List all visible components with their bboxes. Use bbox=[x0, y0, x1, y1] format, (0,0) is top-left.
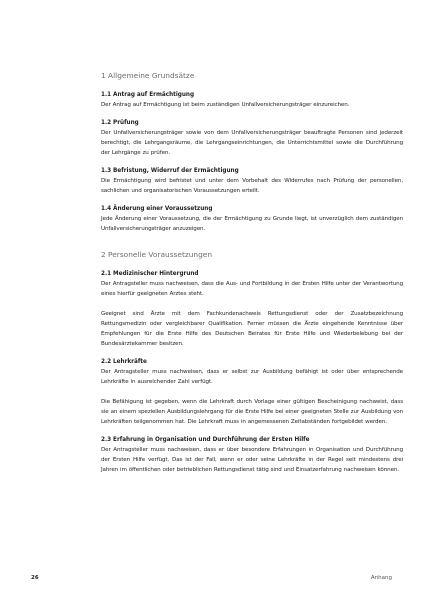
paragraph: Die Ermächtigung wird befristet und unter dem Vorbehalt des Widerrufes nach Prüfung der personellen, sachlichen und organisatorischen Voraussetzungen erteilt. bbox=[101, 178, 403, 194]
subsection-heading: 2.2 Lehrkräfte bbox=[101, 359, 147, 365]
paragraph: Der Antragsteller muss nachweisen, dass die Aus- und Fortbildung in der Ersten Hilfe unter der Verantwortung eines hierfür geeigneten Arztes steht. bbox=[101, 281, 403, 297]
paragraph: Geeignet sind Ärzte mit dem Fachkundenachweis Rettungsdienst oder der Zusatzbezeichnung Rettungsmedizin oder vergleichbarer Qualifikation. Ferner müssen die Ärzte eingehende Kenntnisse über Empfehlungen für die Erste Hilfe des Deutschen Beirates für Erste Hilfe und Wiederbelebung bei der Bundesärztekammer besitzen. bbox=[101, 311, 403, 347]
page-content bbox=[101, 71, 403, 475]
subsection-heading: 2.1 Medizinischer Hintergrund bbox=[101, 271, 199, 277]
section-heading: 1 Allgemeine Grundsätze bbox=[101, 71, 195, 80]
paragraph: Der Antragsteller muss nachweisen, dass er selbst zur Ausbildung befähigt ist oder über entsprechende Lehrkräfte in ausreichender Zahl verfügt. bbox=[101, 369, 403, 385]
paragraph: Der Antrag auf Ermächtigung ist beim zuständigen Unfallversicherungsträger einzureichen. bbox=[101, 102, 350, 108]
paragraph: Jede Änderung einer Voraussetzung, die der Ermächtigung zu Grunde liegt, ist unverzüglich dem zuständigen Unfallversicherungsträger anzuzeigen. bbox=[101, 216, 403, 232]
page-number: 26 bbox=[31, 575, 39, 581]
section-heading: 2 Personelle Voraussetzungen bbox=[101, 250, 213, 259]
subsection-heading: 1.4 Änderung einer Voraussetzung bbox=[101, 206, 213, 212]
subsection-heading: 1.3 Befristung, Widerruf der Ermächtigung bbox=[101, 168, 239, 174]
subsection-heading: 1.2 Prüfung bbox=[101, 120, 139, 126]
footer-section-name: Anhang bbox=[370, 575, 392, 581]
paragraph: Der Antragsteller muss nachweisen, dass er über besondere Erfahrungen in Organisation und Durchführung der Ersten Hilfe verfügt. Das ist der Fall, wenn er oder seine Lehrkräfte in der Regel seit mindestens drei Jahren im öffentlichen oder betrieblichen Rettungsdienst tätig sind und Einsatzerfahrung nachweisen können. bbox=[101, 447, 403, 473]
paragraph: Der Unfallversicherungsträger sowie von dem Unfallversicherungsträger beauftragte Personen sind jederzeit berechtigt, die Lehrgangsräume, die Lehrgangseinrichtungen, die Unterrichtsmittel sowie die Durchführung der Lehrgänge zu prüfen. bbox=[101, 130, 403, 156]
paragraph: Die Befähigung ist gegeben, wenn die Lehrkraft durch Vorlage einer gültigen Bescheinigung nachweist, dass sie an einem speziellen Ausbildungslehrgang für die Erste Hilfe bei einer geeigneten Stelle zur Ausbildung von Lehrkräften teilgenommen hat. Die Lehrkraft muss in angemessenen Zeitabständen fortgebildet werden. bbox=[101, 399, 403, 425]
subsection-heading: 1.1 Antrag auf Ermächtigung bbox=[101, 92, 195, 98]
subsection-heading: 2.3 Erfahrung in Organisation und Durchführung der Ersten Hilfe bbox=[101, 437, 310, 443]
